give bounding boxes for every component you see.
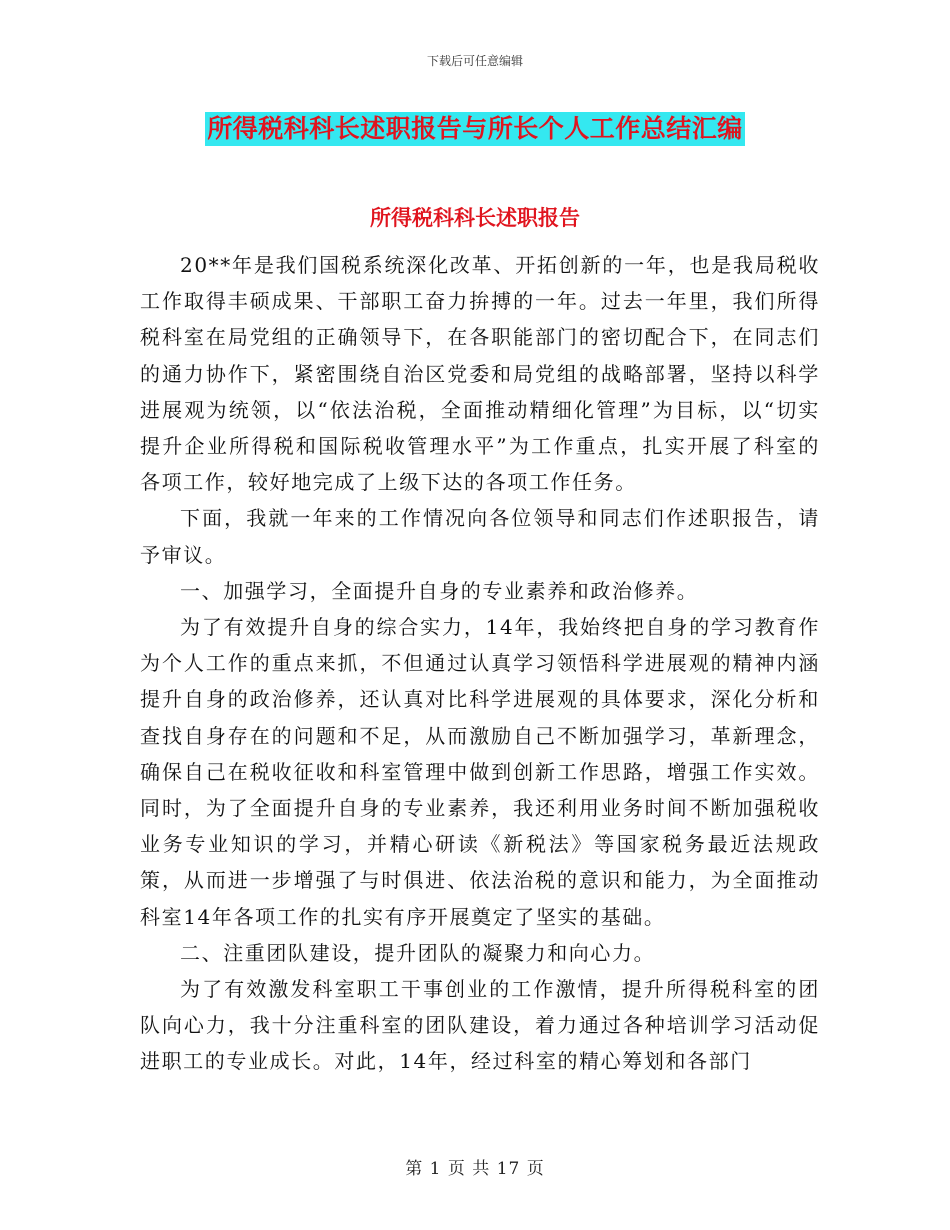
- page-number-footer: 第 1 页 共 17 页: [405, 1159, 545, 1179]
- document-body: [140, 247, 820, 1080]
- paragraph: 下面，我就一年来的工作情况向各位领导和同志们作述职报告，请予审议。: [140, 506, 820, 567]
- paragraph: 20**年是我们国税系统深化改革、开拓创新的一年，也是我局税收工作取得丰硕成果、干部职工奋力拚搏的一年。过去一年里，我们所得税科室在局党组的正确领导下，在各职能部门的密切配合下，在同志们的通力协作下，紧密围绕自治区党委和局党组的战略部署，坚持以科学进展观为统领，以“依法治税，全面推动精细化管理”为目标，以“切实提升企业所得税和国际税收管理水平”为工作重点，扎实开展了科室的各项工作，较好地完成了上级下达的各项工作任务。: [140, 253, 820, 495]
- paragraph: 为了有效激发科室职工干事创业的工作激情，提升所得税科室的团队向心力，我十分注重科室的团队建设，着力通过各种培训学习活动促进职工的专业成长。对此，14年，经过科室的精心筹划和各部门: [140, 977, 820, 1074]
- section-heading: 二、注重团队建设，提升团队的凝聚力和向心力。: [180, 940, 656, 965]
- sub-title: 所得税科科长述职报告: [370, 205, 580, 230]
- page-header-note: 下载后可任意编辑: [426, 54, 523, 68]
- paragraph: 为了有效提升自身的综合实力，14年，我始终把自身的学习教育作为个人工作的重点来抓，不但通过认真学习领悟科学进展观的精神内涵提升自身的政治修养，还认真对比科学进展观的具体要求，深化分析和查找自身存在的问题和不足，从而激励自己不断加强学习，革新理念，确保自己在税收征收和科室管理中做到创新工作思路，增强工作实效。同时，为了全面提升自身的专业素养，我还利用业务时间不断加强税收业务专业知识的学习，并精心研读《新税法》等国家税务最近法规政策，从而进一步增强了与时俱进、依法治税的意识和能力，为全面推动科室14年各项工作的扎实有序开展奠定了坚实的基础。: [140, 615, 820, 929]
- main-title: 所得税科科长述职报告与所长个人工作总结汇编: [205, 112, 745, 146]
- section-heading: 一、加强学习，全面提升自身的专业素养和政治修养。: [180, 578, 699, 603]
- main-title-container: [0, 112, 950, 146]
